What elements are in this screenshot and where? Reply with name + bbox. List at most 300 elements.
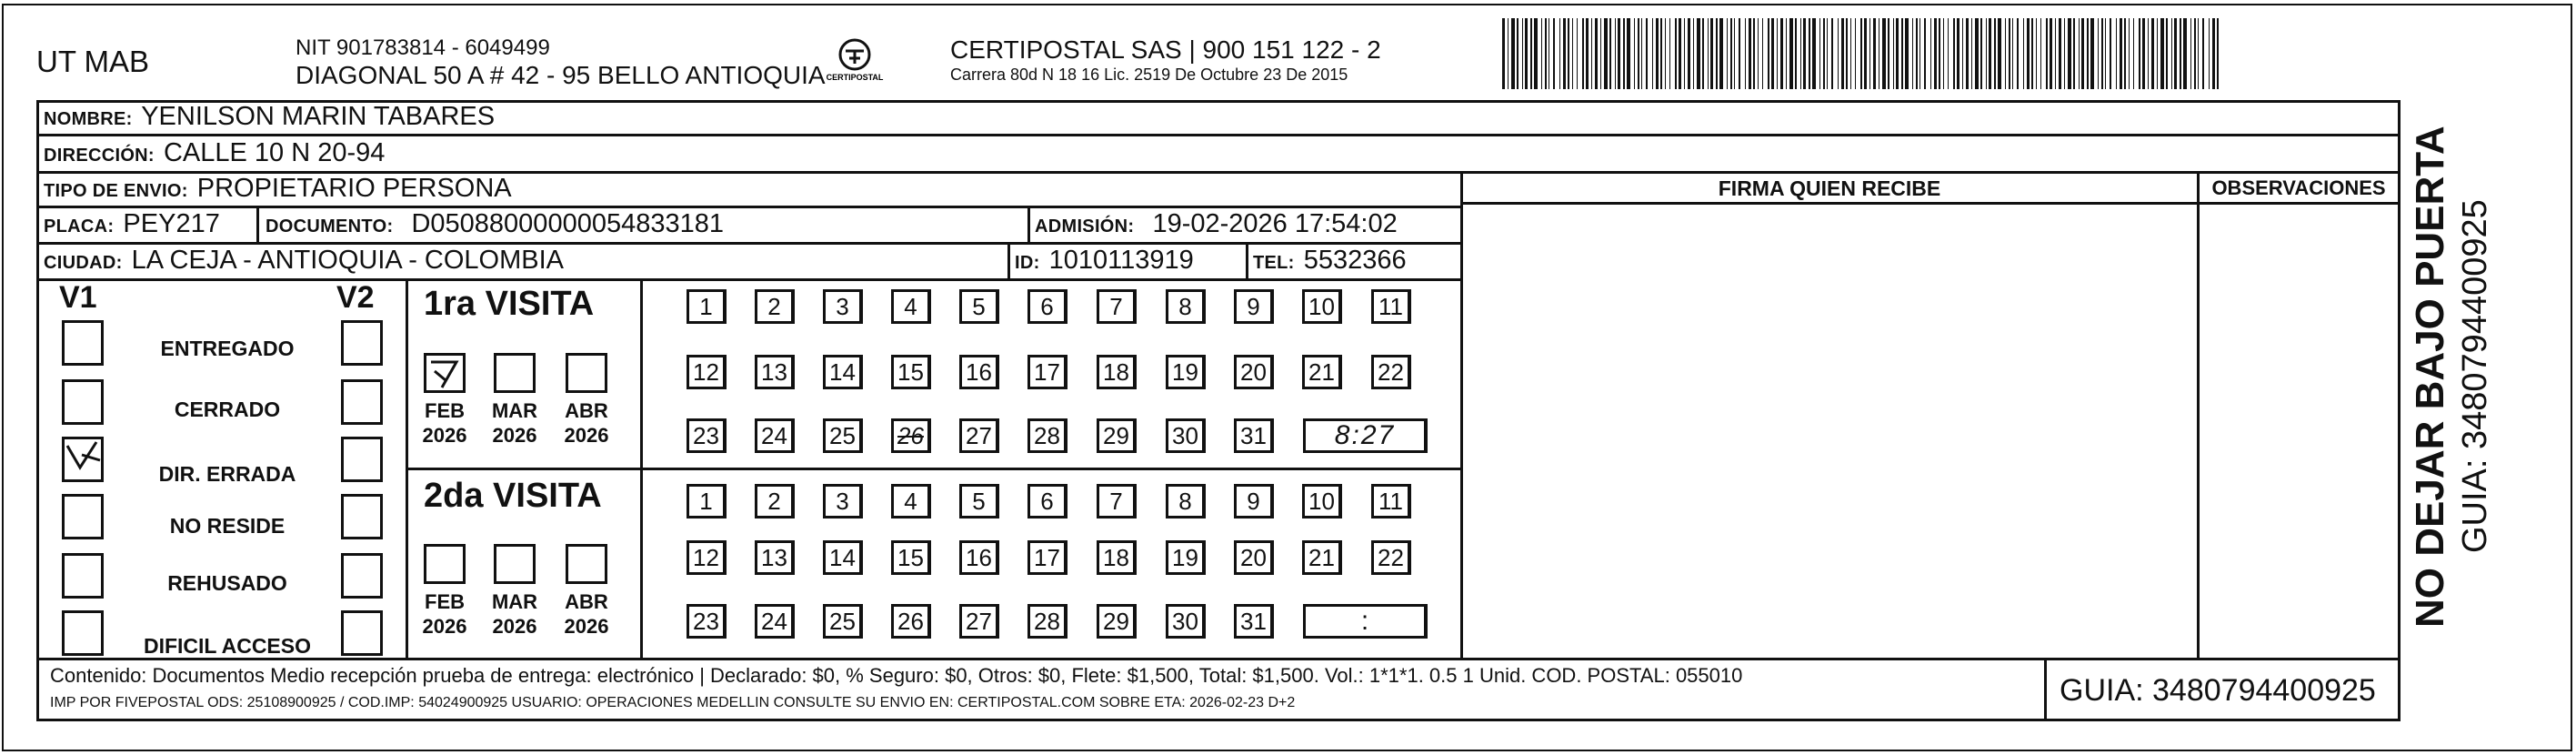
barcode-bar: [1517, 18, 1519, 89]
day-box[interactable]: 4: [891, 289, 931, 324]
barcode-bar: [2133, 18, 2134, 89]
day-box[interactable]: 14: [823, 355, 863, 389]
barcode-bar: [1675, 18, 1677, 89]
observaciones-area[interactable]: [2200, 206, 2397, 657]
barcode-bar: [1541, 18, 1542, 89]
month-year: 2026: [564, 424, 609, 447]
sender-address: DIAGONAL 50 A # 42 - 95 BELLO ANTIOQUIA: [296, 61, 826, 89]
barcode-bar: [1591, 18, 1592, 89]
barcode-bar: [2157, 18, 2158, 89]
v1-checkbox[interactable]: [62, 553, 104, 599]
day-box[interactable]: 10: [1302, 484, 1342, 518]
barcode-bar: [1924, 18, 1926, 89]
ciudad-label: CIUDAD:: [44, 253, 123, 273]
month-name: FEB: [425, 399, 465, 422]
barcode-bar: [1684, 18, 1685, 89]
barcode-bar: [1559, 18, 1560, 89]
day-box[interactable]: 9: [1234, 484, 1274, 518]
barcode-bar: [1623, 18, 1625, 89]
day-box[interactable]: 18: [1097, 355, 1137, 389]
day-box[interactable]: 18: [1097, 540, 1137, 575]
day-box[interactable]: 5: [959, 289, 999, 324]
barcode-bar: [1753, 18, 1755, 89]
direccion-field: [44, 136, 385, 172]
carrier-logo: [818, 35, 891, 91]
barcode-bar: [2017, 18, 2019, 89]
barcode-bar: [1568, 18, 1569, 89]
footer-print-info: IMP POR FIVEPOSTAL ODS: 25108900925 / COD.IMP: 54024900925 USUARIO: OPERACIONES MEDELLIN CONSULTE SU ENVIO EN: CERTIPOSTAL.COM SOBRE ETA: 2026-02-23 D+2: [50, 695, 1296, 710]
barcode-bar: [1948, 18, 1949, 89]
tel-divider: [1246, 242, 1248, 278]
barcode-bar: [1600, 18, 1601, 89]
day-box[interactable]: 16: [959, 355, 999, 389]
footer-contents: Contenido: Documentos Medio recepción prueba de entrega: electrónico | Declarado: $0, % Seguro: $0, Otros: $0, Flete: $1,500, Total: $1,500. Vol.: 1*1*1. 0.5 1 Unid. COD. POSTAL: 055010: [50, 664, 1743, 687]
barcode-bar: [2124, 18, 2126, 89]
barcode-bar: [1618, 18, 1620, 89]
barcode-bar: [2073, 18, 2075, 89]
month-checkbox[interactable]: [424, 353, 466, 393]
signature-area[interactable]: [1464, 206, 2195, 657]
side-warning: NO DEJAR BAJO PUERTA: [2408, 126, 2452, 628]
barcode-bar: [1534, 18, 1538, 89]
barcode-bar: [2055, 18, 2056, 89]
documento-value: D05088000000054833181: [411, 209, 724, 238]
barcode-bar: [1827, 18, 1828, 89]
day-box[interactable]: 15: [891, 355, 931, 389]
barcode-bar: [2087, 18, 2089, 89]
barcode-bar: [1708, 18, 1709, 89]
barcode-bar: [1873, 18, 1876, 89]
barcode-bar: [1905, 18, 1909, 89]
barcode-bar: [1679, 18, 1681, 89]
barcode-bar: [1943, 18, 1944, 89]
barcode-bar: [2180, 18, 2181, 89]
barcode-bar: [1652, 18, 1653, 89]
day-box[interactable]: 6: [1027, 484, 1067, 518]
barcode-bar: [2142, 18, 2145, 89]
barcode-bar: [2012, 18, 2013, 89]
barcode-bar: [1563, 18, 1566, 89]
barcode: [1500, 18, 2223, 89]
barcode-bar: [1502, 18, 1505, 89]
barcode-bar: [1638, 18, 1639, 89]
barcode-bar: [1882, 18, 1886, 89]
barcode-bar: [1656, 18, 1659, 89]
logo-lettering: CERTIPOSTAL: [826, 73, 884, 82]
day-box[interactable]: 12: [687, 355, 727, 389]
barcode-bar: [1609, 18, 1611, 89]
day-box[interactable]: 31: [1234, 604, 1274, 639]
day-box[interactable]: 26: [891, 604, 931, 639]
placa-label: PLACA:: [44, 216, 115, 237]
barcode-bar: [2050, 18, 2052, 89]
tipo-value: PROPIETARIO PERSONA: [196, 174, 512, 203]
barcode-bar: [2040, 18, 2041, 89]
tel-label: TEL:: [1253, 253, 1295, 273]
day-box[interactable]: 19: [1166, 355, 1206, 389]
barcode-bar: [1846, 18, 1848, 89]
month-year: 2026: [564, 615, 609, 638]
day-box[interactable]: 23: [687, 418, 727, 453]
month-year: 2026: [422, 424, 467, 447]
barcode-bar: [1803, 18, 1806, 89]
day-box[interactable]: 29: [1097, 418, 1137, 453]
barcode-bar: [1860, 18, 1862, 89]
barcode-bar: [2116, 18, 2117, 89]
day-box[interactable]: 27: [959, 418, 999, 453]
month-name: FEB: [425, 590, 465, 613]
day-box[interactable]: 28: [1027, 418, 1067, 453]
day-box[interactable]: 29: [1097, 604, 1137, 639]
documento-label: DOCUMENTO:: [266, 216, 394, 237]
day-box[interactable]: 7: [1097, 484, 1137, 518]
day-box[interactable]: 14: [823, 540, 863, 575]
day-box[interactable]: 21: [1302, 355, 1342, 389]
firma-header: FIRMA QUIEN RECIBE: [1718, 176, 1941, 200]
day-box[interactable]: 16: [959, 540, 999, 575]
carrier-license: Carrera 80d N 18 16 Lic. 2519 De Octubre 23 De 2015: [950, 65, 1348, 84]
barcode-bar: [1786, 18, 1787, 89]
day-box[interactable]: 3: [823, 289, 863, 324]
visit-divider: [406, 468, 1462, 470]
month-checkbox[interactable]: [494, 353, 536, 393]
logo-mark-icon: [846, 51, 864, 64]
barcode-bar: [1916, 18, 1918, 89]
v1-checkbox[interactable]: [62, 494, 104, 539]
barcode-bar: [2190, 18, 2191, 89]
month-name: ABR: [565, 590, 608, 613]
tel-field: [1253, 244, 1407, 279]
form-left-line: [36, 100, 39, 720]
time-box[interactable]: :: [1303, 604, 1428, 639]
barcode-bar: [2194, 18, 2196, 89]
carrier-line: CERTIPOSTAL SAS | 900 151 122 - 2: [950, 35, 1381, 64]
id-label: ID:: [1015, 253, 1040, 273]
day-box[interactable]: 20: [1234, 355, 1274, 389]
barcode-bar: [2171, 18, 2172, 89]
status-option-label: DIFICIL ACCESO: [143, 634, 311, 658]
day-box[interactable]: 25: [823, 418, 863, 453]
v2-label: V2: [336, 280, 375, 315]
day-box[interactable]: 30: [1166, 604, 1206, 639]
day-box[interactable]: 15: [891, 540, 931, 575]
barcode-bar: [1850, 18, 1851, 89]
day-box[interactable]: 30: [1166, 418, 1206, 453]
barcode-bar: [1841, 18, 1844, 89]
admision-value: 19-02-2026 17:54:02: [1152, 209, 1398, 238]
v2-checkbox[interactable]: [341, 494, 383, 539]
v2-checkbox[interactable]: [341, 320, 383, 366]
ciudad-field: [44, 244, 564, 279]
barcode-bar: [2129, 18, 2130, 89]
day-box[interactable]: 24: [755, 604, 795, 639]
barcode-bar: [1727, 18, 1728, 89]
barcode-bar: [1545, 18, 1547, 89]
v1-label: V1: [59, 280, 97, 315]
barcode-bar: [1986, 18, 1987, 89]
observaciones-header: OBSERVACIONES: [2211, 176, 2386, 199]
direccion-label: DIRECCIÓN:: [44, 146, 155, 166]
barcode-bar: [1989, 18, 1991, 89]
barcode-bar: [1758, 18, 1759, 89]
day-box[interactable]: 13: [755, 355, 795, 389]
observaciones-left-line: [2197, 171, 2200, 659]
month-checkbox[interactable]: [566, 544, 607, 584]
nit-text: NIT 901783814 - 6049499: [296, 35, 550, 60]
day-box[interactable]: 27: [959, 604, 999, 639]
barcode-bar: [2036, 18, 2037, 89]
barcode-bar: [1586, 18, 1589, 89]
day-box[interactable]: 28: [1027, 604, 1067, 639]
placa-divider: [256, 206, 259, 242]
status-option-label: REHUSADO: [167, 571, 287, 595]
barcode-bar: [1912, 18, 1913, 89]
barcode-bar: [2023, 18, 2024, 89]
v1-checkbox[interactable]: [62, 379, 104, 425]
company-name: UT MAB: [36, 45, 150, 78]
barcode-bar: [1627, 18, 1630, 89]
barcode-bar: [1710, 18, 1713, 89]
day-box[interactable]: 8: [1166, 289, 1206, 324]
day-box[interactable]: 17: [1027, 355, 1067, 389]
day-box[interactable]: 11: [1371, 484, 1411, 518]
columns-header-line: [1462, 202, 2401, 205]
placa-field: [44, 207, 220, 243]
day-box[interactable]: 5: [959, 484, 999, 518]
status-option-label: DIR. ERRADA: [158, 462, 296, 486]
barcode-bar: [2068, 18, 2071, 89]
day-box[interactable]: 22: [1371, 540, 1411, 575]
day-box[interactable]: 1: [687, 289, 727, 324]
day-box[interactable]: 20: [1234, 540, 1274, 575]
barcode-bar: [2120, 18, 2122, 89]
barcode-bar: [1823, 18, 1825, 89]
firma-left-line: [1460, 171, 1463, 659]
barcode-bar: [1869, 18, 1870, 89]
barcode-bar: [1669, 18, 1670, 89]
barcode-bar: [1809, 18, 1810, 89]
barcode-bar: [2031, 18, 2033, 89]
barcode-bar: [2151, 18, 2154, 89]
visit1-title: 1ra VISITA: [424, 285, 595, 323]
month-name: MAR: [491, 399, 538, 422]
barcode-bar: [2183, 18, 2187, 89]
barcode-bar: [1719, 18, 1723, 89]
barcode-bar: [2101, 18, 2103, 89]
barcode-bar: [1749, 18, 1751, 89]
time-box[interactable]: 8:27: [1303, 418, 1428, 453]
month-checkbox[interactable]: [494, 544, 536, 584]
day-box[interactable]: 6: [1027, 289, 1067, 324]
day-box[interactable]: 2: [755, 484, 795, 518]
barcode-bar: [2110, 18, 2111, 89]
barcode-bar: [2105, 18, 2106, 89]
id-value: 1010113919: [1048, 246, 1194, 275]
month-year: 2026: [492, 615, 537, 638]
handwritten-mark-icon: [424, 353, 466, 393]
barcode-bar: [1734, 18, 1735, 89]
barcode-bar: [1855, 18, 1856, 89]
day-box[interactable]: 12: [687, 540, 727, 575]
barcode-bar: [1919, 18, 1920, 89]
v1-checkbox[interactable]: [62, 320, 104, 366]
day-box[interactable]: 7: [1097, 289, 1137, 324]
day-box[interactable]: 10: [1302, 289, 1342, 324]
id-field: [1015, 244, 1194, 279]
tipo-field: [44, 172, 512, 207]
day-box[interactable]: 25: [823, 604, 863, 639]
barcode-bar: [1795, 18, 1797, 89]
day-box[interactable]: 2: [755, 289, 795, 324]
month-year: 2026: [422, 615, 467, 638]
barcode-bar: [1665, 18, 1666, 89]
barcode-bar: [2098, 18, 2099, 89]
day-box[interactable]: 24: [755, 418, 795, 453]
status-option-label: CERRADO: [174, 398, 281, 421]
month-checkbox[interactable]: [424, 544, 466, 584]
visit2-title: 2da VISITA: [424, 477, 602, 515]
barcode-bar: [2139, 18, 2140, 89]
v2-checkbox[interactable]: [341, 437, 383, 482]
status-option-label: NO RESIDE: [169, 514, 286, 538]
barcode-bar: [1702, 18, 1704, 89]
barcode-bar: [1957, 18, 1960, 89]
barcode-bar: [2079, 18, 2080, 89]
barcode-bar: [1525, 18, 1528, 89]
side-guia: GUIA: 3480794400925: [2456, 199, 2494, 553]
barcode-bar: [1693, 18, 1694, 89]
barcode-bar: [1641, 18, 1642, 89]
day-box[interactable]: 1: [687, 484, 727, 518]
barcode-bar: [2064, 18, 2065, 89]
barcode-bar: [2160, 18, 2164, 89]
barcode-bar: [1697, 18, 1700, 89]
barcode-bar: [1930, 18, 1931, 89]
barcode-bar: [1819, 18, 1820, 89]
direccion-value: CALLE 10 N 20-94: [163, 138, 386, 167]
day-box[interactable]: 23: [687, 604, 727, 639]
barcode-bar: [1730, 18, 1732, 89]
barcode-bar: [2166, 18, 2168, 89]
nombre-field: [44, 100, 495, 136]
barcode-bar: [1762, 18, 1763, 89]
barcode-bar: [1604, 18, 1608, 89]
barcode-bar: [2217, 18, 2219, 89]
days-divider: [640, 278, 643, 659]
barcode-bar: [1771, 18, 1774, 89]
day-box[interactable]: 31: [1234, 418, 1274, 453]
v1-checkbox[interactable]: [62, 610, 104, 656]
month-name: MAR: [491, 590, 538, 613]
v2-checkbox[interactable]: [341, 610, 383, 656]
barcode-bar: [1864, 18, 1867, 89]
barcode-bar: [1971, 18, 1972, 89]
barcode-bar: [1768, 18, 1769, 89]
barcode-bar: [2046, 18, 2048, 89]
barcode-bar: [1553, 18, 1555, 89]
barcode-bar: [1901, 18, 1903, 89]
day-box[interactable]: 9: [1234, 289, 1274, 324]
barcode-bar: [1739, 18, 1740, 89]
barcode-bar: [1634, 18, 1635, 89]
barcode-bar: [1812, 18, 1816, 89]
barcode-bar: [2202, 18, 2204, 89]
barcode-bar: [2174, 18, 2177, 89]
barcode-bar: [2005, 18, 2006, 89]
barcode-bar: [1577, 18, 1578, 89]
barcode-bar: [1994, 18, 1996, 89]
day-box[interactable]: 26: [891, 418, 931, 453]
day-box[interactable]: 17: [1027, 540, 1067, 575]
status-option-label: ENTREGADO: [160, 337, 295, 360]
barcode-bar: [1789, 18, 1793, 89]
barcode-bar: [1962, 18, 1963, 89]
day-box[interactable]: 21: [1302, 540, 1342, 575]
tel-value: 5532366: [1303, 246, 1407, 275]
placa-value: PEY217: [123, 209, 220, 238]
day-box[interactable]: 19: [1166, 540, 1206, 575]
barcode-bar: [1716, 18, 1718, 89]
admision-divider: [1027, 206, 1030, 242]
barcode-bar: [1508, 18, 1509, 89]
ciudad-value: LA CEJA - ANTIOQUIA - COLOMBIA: [131, 246, 565, 275]
v1-checkbox[interactable]: [62, 437, 104, 482]
day-box[interactable]: 3: [823, 484, 863, 518]
barcode-bar: [1800, 18, 1801, 89]
month-year: 2026: [492, 424, 537, 447]
nombre-label: NOMBRE:: [44, 109, 133, 129]
month-name: ABR: [565, 399, 608, 422]
barcode-bar: [2198, 18, 2199, 89]
v2-checkbox[interactable]: [341, 379, 383, 425]
id-divider: [1007, 242, 1010, 278]
barcode-bar: [2009, 18, 2010, 89]
barcode-bar: [1582, 18, 1584, 89]
barcode-bar: [2027, 18, 2030, 89]
barcode-bar: [2209, 18, 2210, 89]
barcode-bar: [1646, 18, 1648, 89]
barcode-bar: [1975, 18, 1979, 89]
day-box[interactable]: 8: [1166, 484, 1206, 518]
barcode-bar: [2081, 18, 2084, 89]
barcode-bar: [1966, 18, 1969, 89]
admision-field: [1035, 207, 1398, 243]
barcode-bar: [1980, 18, 1982, 89]
v2-checkbox[interactable]: [341, 553, 383, 599]
barcode-bar: [1572, 18, 1573, 89]
month-checkbox[interactable]: [566, 353, 607, 393]
day-box[interactable]: 13: [755, 540, 795, 575]
barcode-bar: [1934, 18, 1937, 89]
day-box[interactable]: 11: [1371, 289, 1411, 324]
barcode-bar: [1511, 18, 1515, 89]
barcode-bar: [1893, 18, 1894, 89]
barcode-bar: [1595, 18, 1598, 89]
barcode-bar: [1522, 18, 1523, 89]
footer-guia: GUIA: 3480794400925: [2060, 673, 2376, 708]
barcode-bar: [1660, 18, 1662, 89]
barcode-bar: [2148, 18, 2149, 89]
barcode-bar: [1896, 18, 1899, 89]
day-box[interactable]: 4: [891, 484, 931, 518]
barcode-bar: [1615, 18, 1616, 89]
documento-field: [266, 207, 724, 243]
nombre-value: YENILSON MARIN TABARES: [141, 102, 496, 131]
admision-label: ADMISIÓN:: [1035, 216, 1135, 237]
barcode-bar: [1745, 18, 1746, 89]
barcode-bar: [1780, 18, 1783, 89]
day-box[interactable]: 22: [1371, 355, 1411, 389]
